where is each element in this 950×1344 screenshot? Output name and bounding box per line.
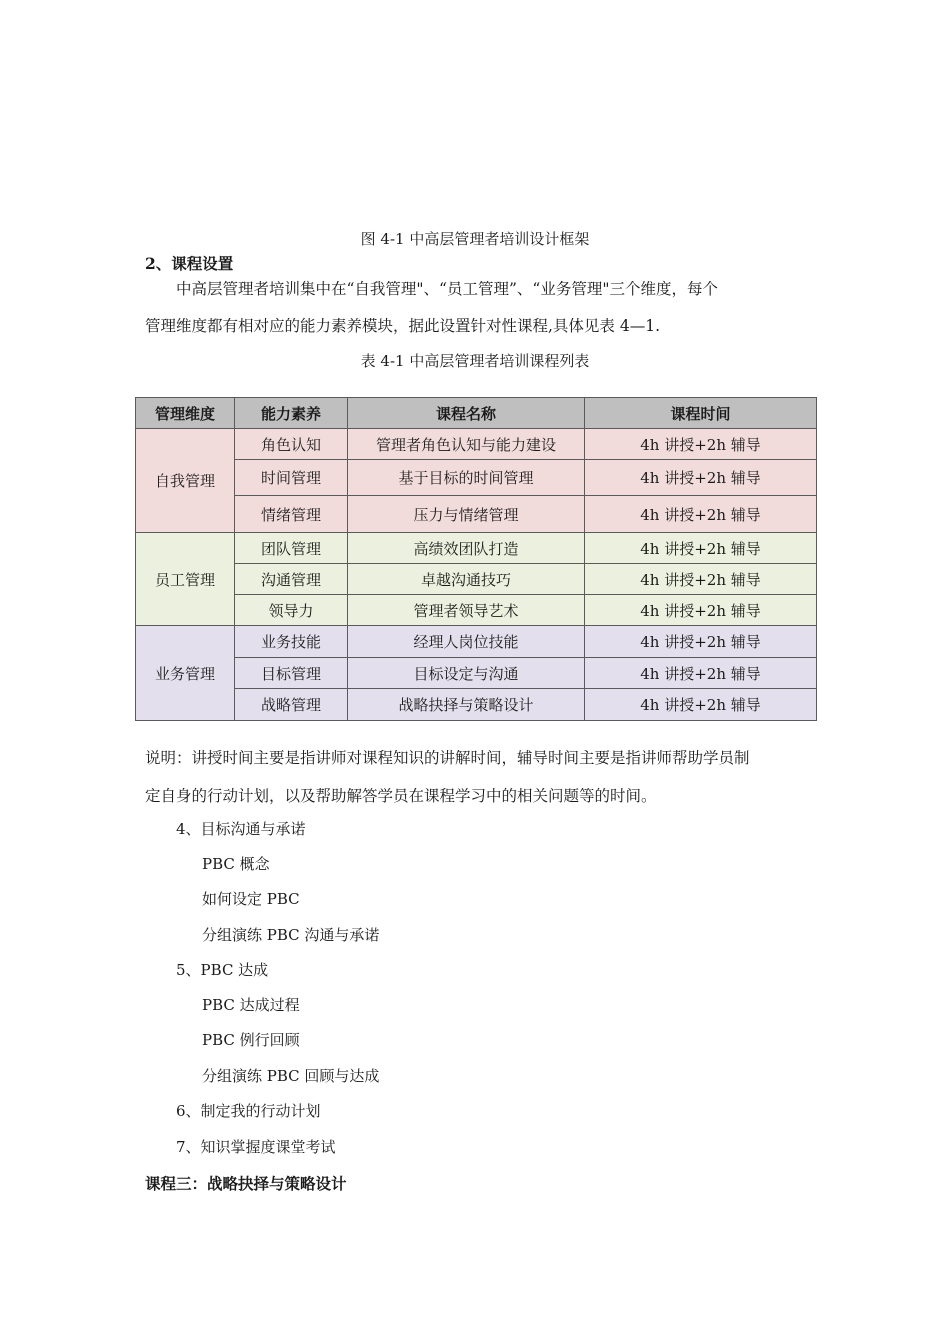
course-time-cell: 4h 讲授+2h 辅导 [585, 496, 817, 533]
course-time-cell: 4h 讲授+2h 辅导 [585, 658, 817, 689]
ability-cell: 业务技能 [235, 626, 348, 658]
course-time-cell: 4h 讲授+2h 辅导 [585, 533, 817, 564]
course-name-cell: 管理者领导艺术 [348, 595, 585, 626]
ability-cell: 沟通管理 [235, 564, 348, 595]
dimension-cell: 业务管理 [136, 626, 235, 721]
table-row [136, 429, 817, 460]
header-ability: 能力素养 [235, 398, 348, 429]
outline-item-5-sub: 分组演练 PBC 回顾与达成 [202, 1067, 380, 1085]
course-name-cell: 目标设定与沟通 [348, 658, 585, 689]
outline-item-4: 4、目标沟通与承诺 [176, 820, 306, 838]
course-time-cell: 4h 讲授+2h 辅导 [585, 429, 817, 460]
ability-cell: 团队管理 [235, 533, 348, 564]
note-line-1: 说明：讲授时间主要是指讲师对课程知识的讲解时间，辅导时间主要是指讲师帮助学员制 [145, 749, 750, 767]
table-row [136, 533, 817, 564]
course-time-cell: 4h 讲授+2h 辅导 [585, 595, 817, 626]
course-name-cell: 基于目标的时间管理 [348, 460, 585, 496]
course-time-cell: 4h 讲授+2h 辅导 [585, 564, 817, 595]
course-time-cell: 4h 讲授+2h 辅导 [585, 460, 817, 496]
course-name-cell: 管理者角色认知与能力建设 [348, 429, 585, 460]
header-dimension: 管理维度 [136, 398, 235, 429]
section-title: 2、课程设置 [145, 254, 234, 273]
table-row [136, 595, 817, 626]
ability-cell: 情绪管理 [235, 496, 348, 533]
outline-item-5-sub: PBC 例行回顾 [202, 1031, 300, 1049]
table-row [136, 496, 817, 533]
course-name-cell: 经理人岗位技能 [348, 626, 585, 658]
course-3-heading: 课程三：战略抉择与策略设计 [145, 1174, 347, 1193]
outline-item-6: 6、制定我的行动计划 [176, 1102, 321, 1120]
table-row [136, 564, 817, 595]
course-table [135, 397, 817, 721]
outline-item-4-sub: 分组演练 PBC 沟通与承诺 [202, 926, 380, 944]
ability-cell: 领导力 [235, 595, 348, 626]
course-name-cell: 卓越沟通技巧 [348, 564, 585, 595]
intro-paragraph-line-1: 中高层管理者培训集中在“自我管理"、“员工管理”、“业务管理"三个维度，每个 [176, 280, 718, 298]
outline-item-4-sub: PBC 概念 [202, 855, 270, 873]
course-name-cell: 压力与情绪管理 [348, 496, 585, 533]
table-row [136, 626, 817, 658]
outline-item-5-sub: PBC 达成过程 [202, 996, 300, 1014]
intro-paragraph-line-2: 管理维度都有相对应的能力素养模块，据此设置针对性课程,具体见表 4—1. [145, 317, 661, 335]
header-course-time: 课程时间 [585, 398, 817, 429]
table-row [136, 658, 817, 689]
outline-item-4-sub: 如何设定 PBC [202, 890, 300, 908]
dimension-cell: 自我管理 [136, 429, 235, 533]
note-line-2: 定自身的行动计划，以及帮助解答学员在课程学习中的相关问题等的时间。 [145, 787, 657, 805]
ability-cell: 目标管理 [235, 658, 348, 689]
table-row [136, 689, 817, 721]
ability-cell: 角色认知 [235, 429, 348, 460]
course-name-cell: 战略抉择与策略设计 [348, 689, 585, 721]
table-caption: 表 4-1 中高层管理者培训课程列表 [360, 352, 590, 370]
dimension-cell: 员工管理 [136, 533, 235, 626]
course-name-cell: 高绩效团队打造 [348, 533, 585, 564]
outline-item-7: 7、知识掌握度课堂考试 [176, 1138, 336, 1156]
course-time-cell: 4h 讲授+2h 辅导 [585, 689, 817, 721]
figure-caption: 图 4-1 中高层管理者培训设计框架 [360, 230, 590, 248]
ability-cell: 战略管理 [235, 689, 348, 721]
outline-item-5: 5、PBC 达成 [176, 961, 269, 979]
header-course-name: 课程名称 [348, 398, 585, 429]
ability-cell: 时间管理 [235, 460, 348, 496]
course-time-cell: 4h 讲授+2h 辅导 [585, 626, 817, 658]
table-row [136, 460, 817, 496]
table-header-row [136, 398, 817, 429]
